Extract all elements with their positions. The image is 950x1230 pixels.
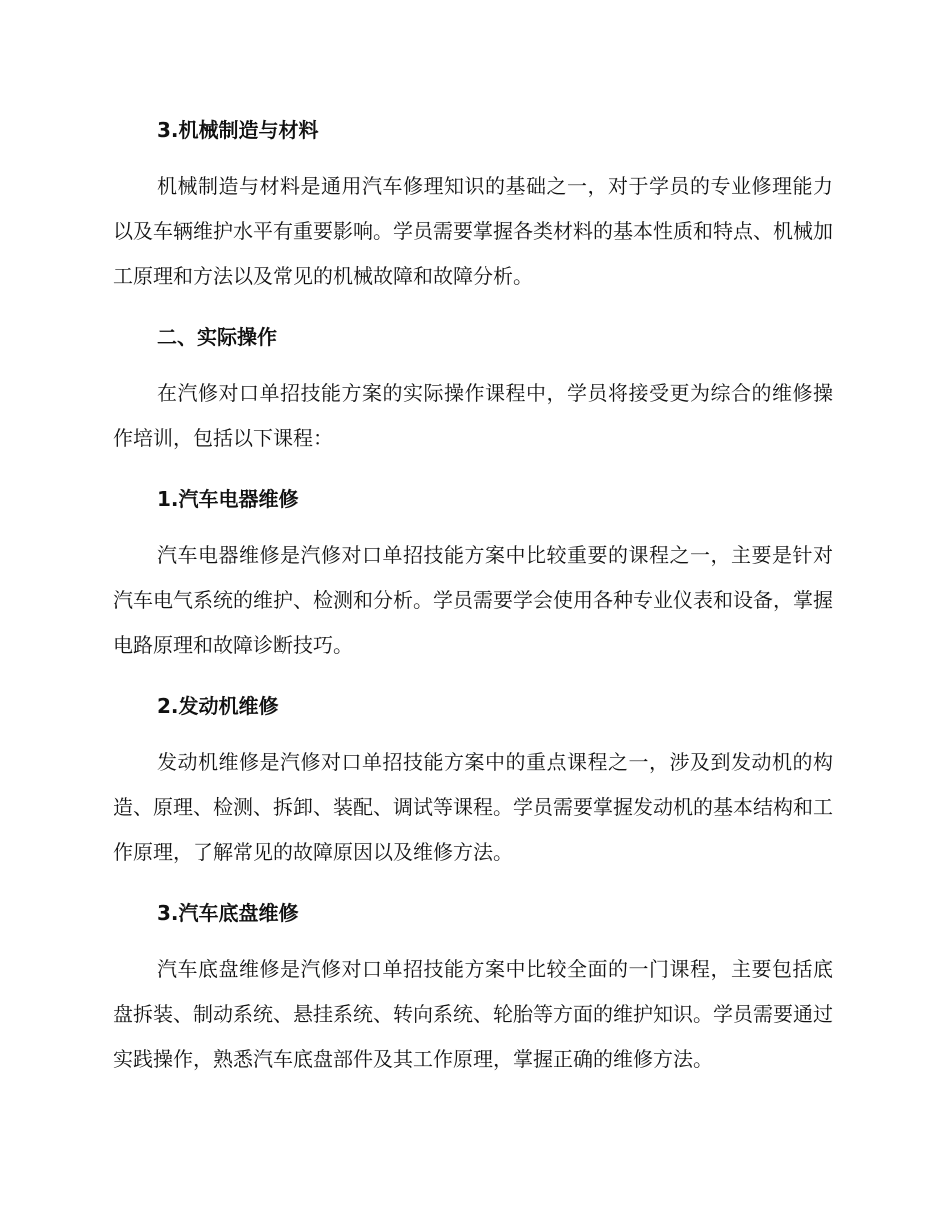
document-body [113, 112, 833, 1082]
section-paragraph-practical-operation: 在汽修对口单招技能方案的实际操作课程中，学员将接受更为综合的维修操作培训，包括以下课程： [113, 381, 833, 450]
section-heading-electrical-repair: 1.汽车电器维修 [157, 487, 299, 511]
section-paragraph-electrical-repair: 汽车电器维修是汽修对口单招技能方案中比较重要的课程之一，主要是针对汽车电气系统的维护、检测和分析。学员需要学会使用各种专业仪表和设备，掌握电路原理和故障诊断技巧。 [113, 543, 833, 657]
section-paragraph-mechanical-manufacturing: 机械制造与材料是通用汽车修理知识的基础之一，对于学员的专业修理能力以及车辆维护水平有重要影响。学员需要掌握各类材料的基本性质和特点、机械加工原理和方法以及常见的机械故障和故障分析。 [113, 174, 833, 288]
section-heading-mechanical-manufacturing: 3.机械制造与材料 [157, 118, 319, 142]
section-paragraph-engine-repair: 发动机维修是汽修对口单招技能方案中的重点课程之一，涉及到发动机的构造、原理、检测、拆卸、装配、调试等课程。学员需要掌握发动机的基本结构和工作原理，了解常见的故障原因以及维修方法。 [113, 750, 833, 864]
section-paragraph-chassis-repair: 汽车底盘维修是汽修对口单招技能方案中比较全面的一门课程，主要包括底盘拆装、制动系统、悬挂系统、转向系统、轮胎等方面的维护知识。学员需要通过实践操作，熟悉汽车底盘部件及其工作原理，掌握正确的维修方法。 [113, 957, 833, 1071]
section-heading-chassis-repair: 3.汽车底盘维修 [157, 901, 299, 925]
section-heading-engine-repair: 2.发动机维修 [157, 694, 279, 718]
section-heading-practical-operation: 二、实际操作 [157, 325, 277, 349]
